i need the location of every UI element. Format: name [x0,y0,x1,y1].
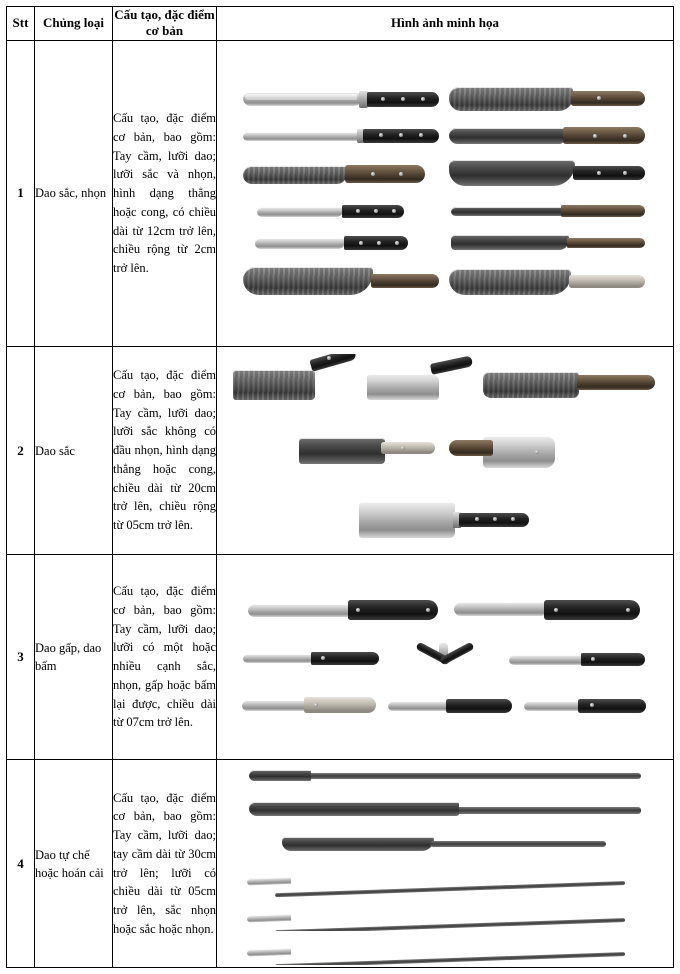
table-header [7,7,674,41]
table-row [7,347,674,555]
knife-photo [241,228,443,256]
header-chung-loai: Chủng loại [35,7,113,41]
knife-photo [241,259,443,305]
knife-photo [447,119,649,151]
row-hinh-anh [217,554,674,760]
knife-classification-table [6,6,674,968]
row-hinh-anh [217,760,674,968]
row-stt: 1 [7,40,35,347]
knife-photo [245,907,645,931]
knife-photo [245,941,645,965]
row-cau-tao: Cấu tạo, đặc điểm cơ bản, bao gồm: Tay cầm, lưỡi dao; lưỡi sắc và nhọn, hình dạng thẳng hoặc cong, có chiều dài từ 12cm trở lên, chiều rộng từ 2cm trở lên. [113,40,217,347]
row-chung-loai: Dao tự chế hoặc hoán cải [35,760,113,968]
knife-photo [280,831,610,859]
table-body [7,40,674,968]
knife-photo [448,590,646,632]
knife-photo [297,420,437,478]
knife-photo [241,119,443,151]
knife-photo [244,590,442,632]
table-header-row [7,7,674,41]
knife-photo [245,797,645,821]
image-group-dao-gap [217,590,673,724]
knife-photo [241,82,443,116]
knife-photo [447,82,649,116]
row-chung-loai: Dao sắc, nhọn [35,40,113,347]
table-row [7,40,674,347]
knife-photo [447,228,649,256]
image-group-dao-sac [217,354,673,548]
row-hinh-anh [217,40,674,347]
image-group-dao-tu-che [217,763,673,965]
knife-photo [245,763,645,787]
knife-photo [507,640,649,680]
knife-photo [389,640,501,680]
knife-photo [481,354,659,408]
row-chung-loai: Dao gấp, dao bấm [35,554,113,760]
knife-photo [240,688,380,724]
knife-photo [447,154,649,194]
knife-photo [365,354,475,408]
knife-photo [447,259,649,305]
row-cau-tao: Cấu tạo, đặc điểm cơ bản, bao gồm: Tay cầm, lưỡi dao; lưỡi có một hoặc nhiều cạnh sắc, nhọn, gấp hoặc bấm lại được, chiều dài từ 07cm trở lên. [113,554,217,760]
table-row [7,760,674,968]
header-cau-tao: Cấu tạo, đặc điểm cơ bản [114,7,215,39]
header-hinh-anh: Hình ảnh minh họa [217,7,674,41]
knife-photo [241,640,383,680]
knife-photo [231,354,359,408]
row-stt: 2 [7,347,35,555]
table-row [7,554,674,760]
row-chung-loai: Dao sắc [35,347,113,555]
knife-photo [245,869,645,897]
row-cau-tao: Cấu tạo, đặc điểm cơ bản, bao gồm: Tay cầm, lưỡi dao; tay cầm dài từ 30cm trở lên; lưỡi có chiều dài từ 05cm trở lên, sắc nhọn hoặc sắc hoặc nhọn. [113,760,217,968]
row-stt: 3 [7,554,35,760]
knife-photo [241,154,443,194]
header-stt: Stt [7,7,35,41]
knife-photo [386,688,516,724]
row-stt: 4 [7,760,35,968]
knife-photo [443,420,593,478]
image-group-dao-sac-nhon [217,82,673,305]
knife-photo [241,197,443,225]
row-hinh-anh [217,347,674,555]
row-cau-tao: Cấu tạo, đặc điểm cơ bản, bao gồm: Tay cầm, lưỡi dao; lưỡi sắc không có đầu nhọn, hình dạng thẳng hoặc cong, chiều dài từ 20cm trở lên, chiều rộng từ 05cm trở lên. [113,347,217,555]
knife-photo [522,688,650,724]
knife-photo [447,197,649,225]
knife-photo [357,490,533,548]
